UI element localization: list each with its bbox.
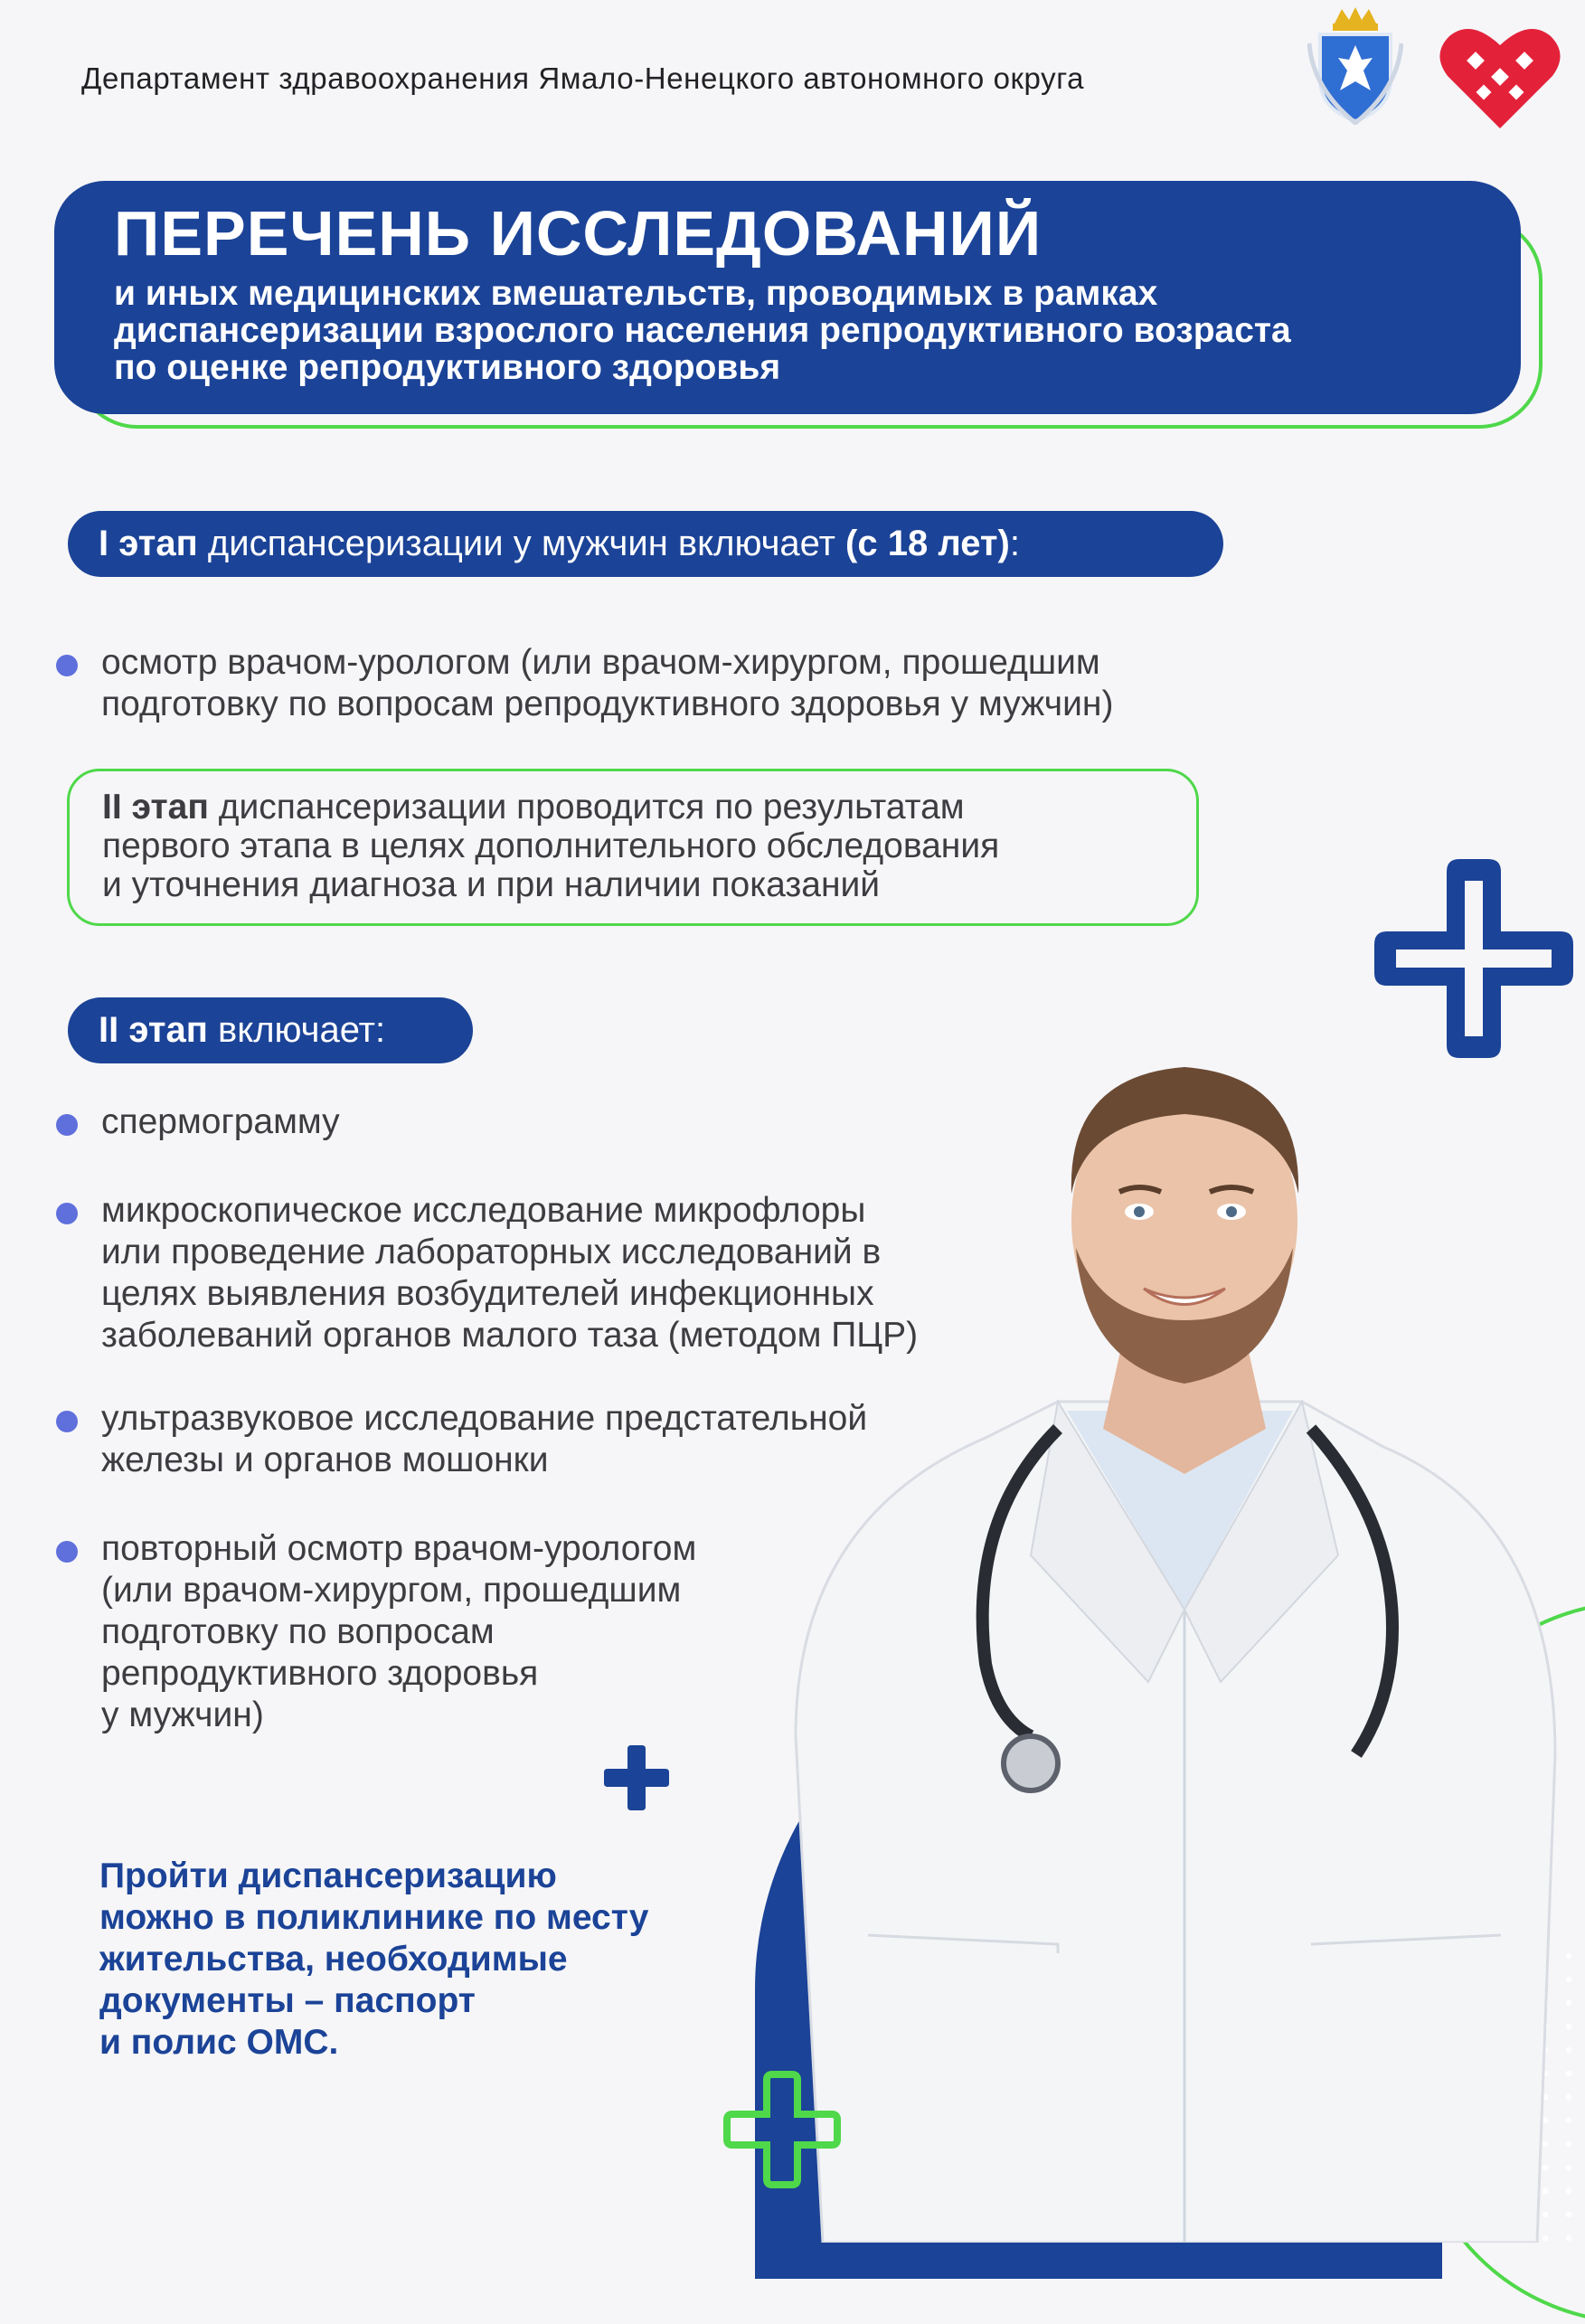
list-item-text: осмотр врачом-урологом (или врачом-хирургом, прошедшим подготовку по вопросам репродуктивного здоровья у мужчин) [101, 643, 1114, 723]
plus-icon [604, 1745, 669, 1810]
subtitle-line: по оценке репродуктивного здоровья [114, 348, 781, 387]
page-title: ПЕРЕЧЕНЬ ИССЛЕДОВАНИЙ [114, 198, 1043, 269]
list-item [56, 1101, 340, 1143]
stage2-note-label: II этап [102, 788, 209, 827]
list-item-text: спермограмму [101, 1102, 340, 1141]
stage1-colon: : [1009, 524, 1020, 563]
stage1-label: I этап [99, 524, 198, 563]
list-item [56, 1398, 867, 1481]
stage2-note-line: первого этапа в целях дополнительного обследования [102, 827, 1000, 865]
stage2-note [67, 769, 1199, 926]
stage1-age: (с 18 лет) [845, 524, 1010, 563]
bullet-icon [56, 1114, 78, 1136]
page-subtitle [114, 275, 1485, 386]
subtitle-line: диспансеризации взрослого населения репродуктивного возраста [114, 311, 1291, 350]
list-item-text: ультразвуковое исследование предстательной железы и органов мошонки [101, 1399, 868, 1479]
department-name: Департамент здравоохранения Ямало-Ненецкого автономного округа [81, 61, 1085, 95]
bullet-icon [56, 1541, 78, 1563]
list-item [56, 1528, 696, 1736]
stage2-heading [68, 997, 473, 1063]
stage1-label-text: диспансеризации у мужчин включает [197, 524, 846, 563]
heart-ornament-logo-icon [1439, 24, 1561, 130]
bullet-icon [56, 1203, 78, 1224]
bullet-icon [56, 1411, 78, 1432]
list-item [56, 642, 1113, 725]
title-banner [54, 181, 1521, 414]
stage1-heading [68, 511, 1223, 577]
list-item-text: микроскопическое исследование микрофлоры или проведение лабораторных исследований в целях выявления возбудителей инфекционных заболеваний органов малого таза (методом ПЦР) [101, 1191, 919, 1355]
subtitle-line: и иных медицинских вмешательств, проводимых в рамках [114, 274, 1158, 313]
stage2-note-line: диспансеризации проводится по результатам [208, 788, 965, 827]
medical-cross-icon [1374, 859, 1573, 1058]
stage2-label: II этап [99, 1010, 208, 1050]
yanao-coat-of-arms-icon [1307, 7, 1403, 125]
medical-cross-outline-icon [723, 2071, 841, 2188]
bullet-icon [56, 655, 78, 676]
list-item-text: повторный осмотр врачом-урологом (или врачом-хирургом, прошедшим подготовку по вопросам репродуктивного здоровья у мужчин) [101, 1529, 697, 1734]
doctor-photo [759, 1049, 1585, 2243]
stage2-label-text: включает: [207, 1010, 386, 1050]
stage2-note-line: и уточнения диагноза и при наличии показаний [102, 865, 881, 904]
call-to-action: Пройти диспансеризацию можно в поликлинике по месту жительства, необходимые документы – паспорт и полис ОМС. [99, 1856, 649, 2062]
